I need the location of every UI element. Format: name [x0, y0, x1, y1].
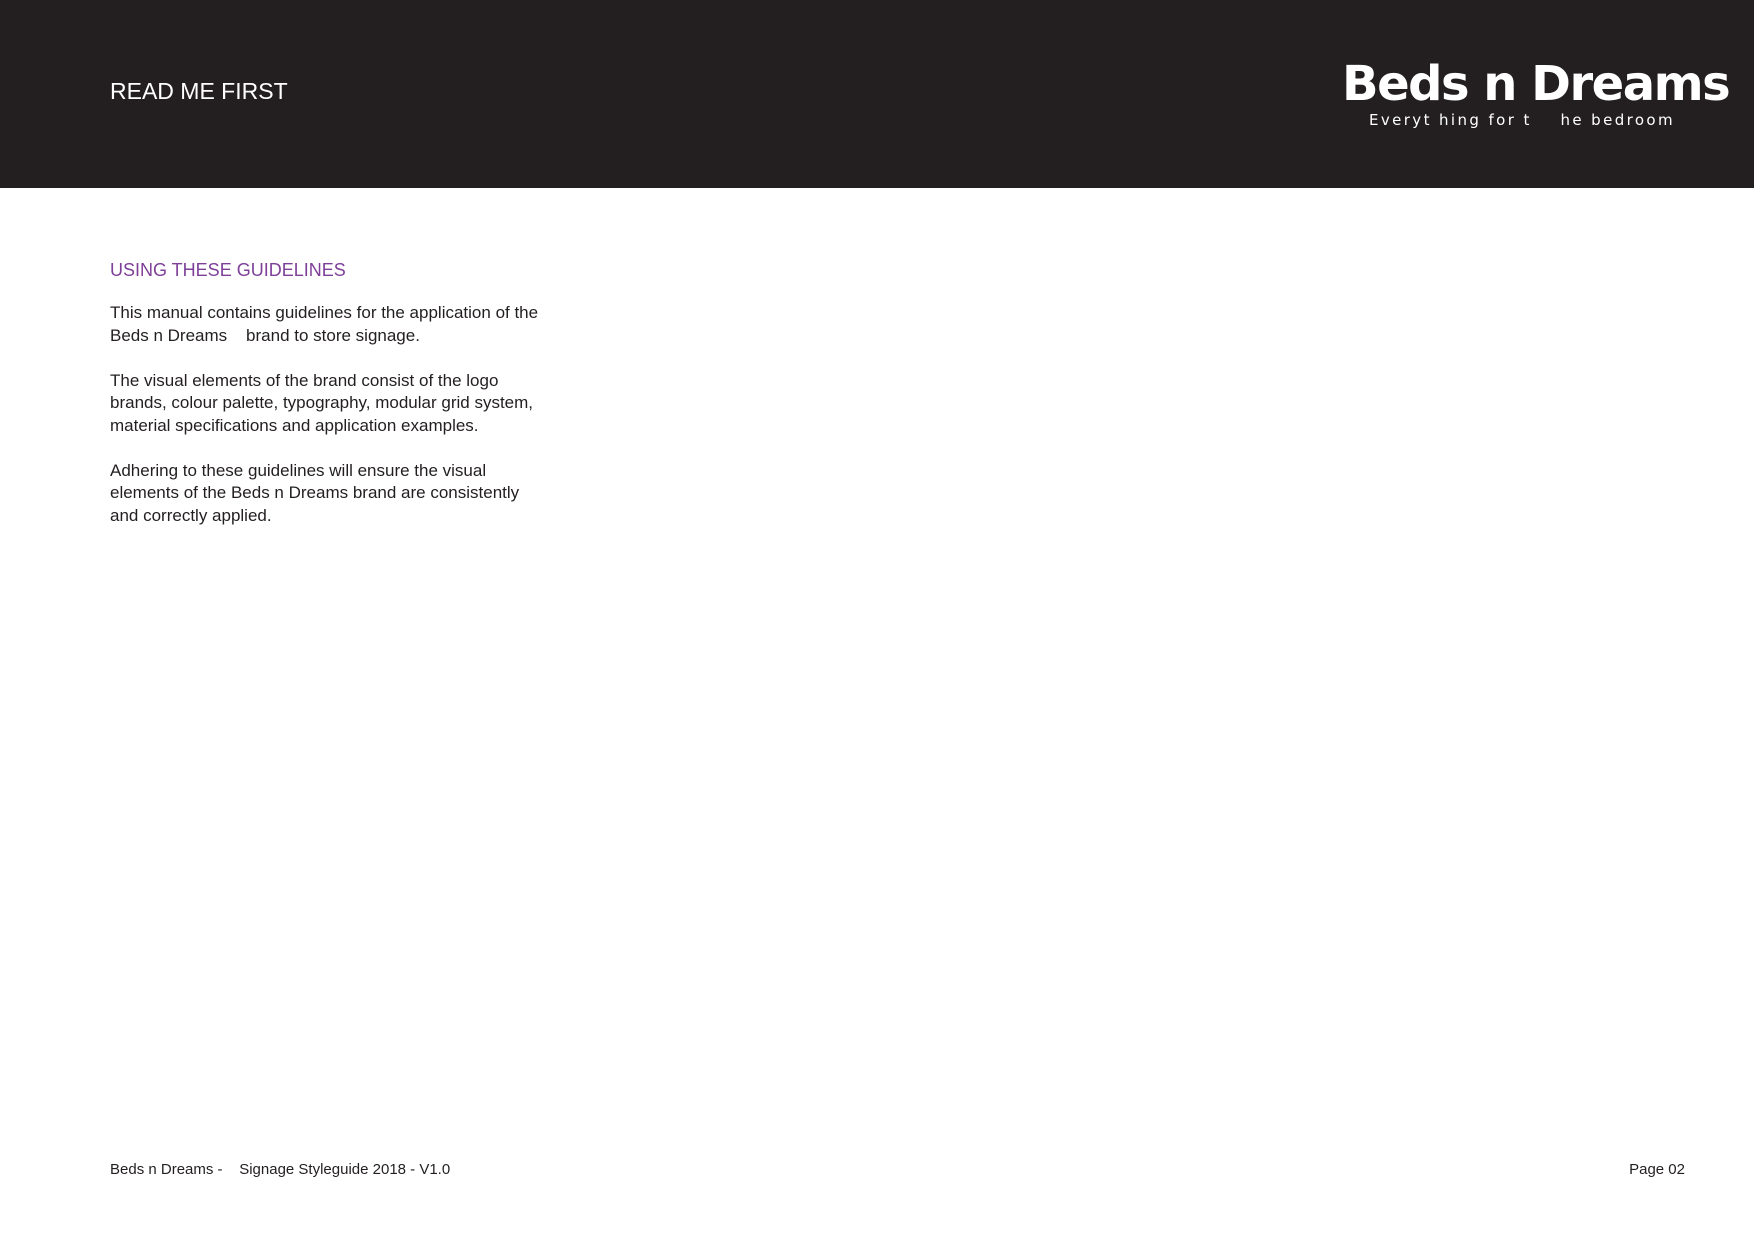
- logo-wordmark: Beds n Dreams: [1342, 56, 1730, 112]
- footer-page-number: Page 02: [1629, 1161, 1685, 1178]
- footer-document-name: Beds n Dreams - Signage Styleguide 2018 - V1.0: [110, 1161, 451, 1178]
- section-title: READ ME FIRST: [110, 78, 288, 104]
- paragraph-adherence: Adhering to these guidelines will ensure the visual elements of the Beds n Dreams brand are consistently and correctly applied.: [110, 460, 520, 525]
- main-content: [110, 260, 550, 550]
- paragraph-purpose: This manual contains guidelines for the application of the Beds n Dreams brand to store signage.: [110, 303, 548, 345]
- header-bar: [0, 0, 1754, 188]
- logo-tagline: Everyt hing for t he bedroom: [1368, 111, 1676, 129]
- paragraph-visual-elements: The visual elements of the brand consist of the logo brands, colour palette, typography, modular grid system, material specifications and application examples.: [110, 370, 534, 435]
- brand-logo: [1342, 56, 1730, 129]
- content-heading: USING THESE GUIDELINES: [110, 260, 346, 280]
